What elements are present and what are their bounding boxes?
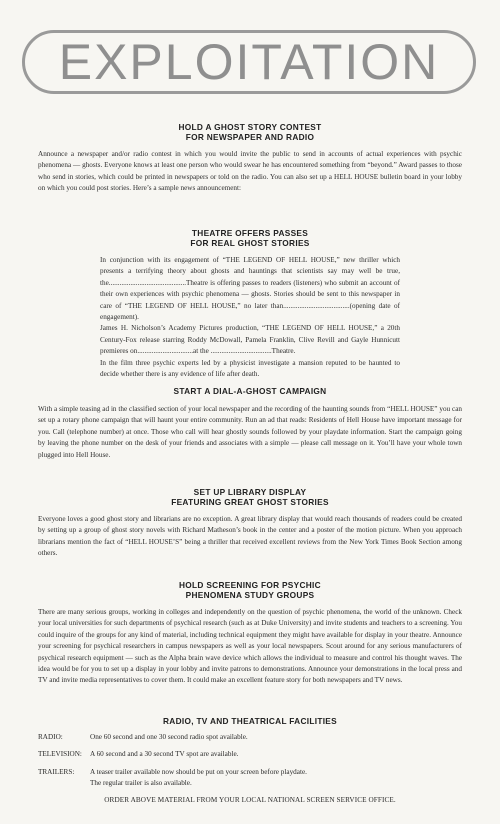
- section-theatre-passes: [0, 228, 500, 380]
- section-body: There are many serious groups, working in colleges and independently on the question of psychic phenomena, the world of the unknown. Check your local universities for such departments of psychical research (such as at Duke University) and invite students and teachers to a screening. You could inquire of the groups for any kind of material, including technical equipment they might have available for display in your theatre. Announce your screening for psychical researchers in campus newspapers as well as your local newspapers. Scout around for any serious manufacturers of psychical research equipment — such as the Alpha brain wave device which allows the individual to measure and control his thought waves. The idea would be for you to set up a display in your lobby and invite patrons to demonstrations. Announce your demonstrations in the local press and TV and invite media representatives to cover them. It could make an excellent feature story for both newspapers and TV news.: [38, 608, 462, 685]
- banner-title: EXPLOITATION: [58, 34, 440, 90]
- section-heading: THEATRE OFFERS PASSES FOR REAL GHOST STORIES: [190, 228, 310, 248]
- section-body: Announce a newspaper and/or radio contest in which you would invite the public to send in accounts of actual experiences with psychic phenomena — ghosts. Everyone knows at least one person who would swear he has encountered something from “beyond.” Award passes to those who send in stories, which could be printed in newspapers or told on the radio. You can also set up a HELL HOUSE bulletin board in your lobby on which you could post stories. Here’s a sample news announcement:: [38, 150, 462, 193]
- order-notice: ORDER ABOVE MATERIAL FROM YOUR LOCAL NATIONAL SCREEN SERVICE OFFICE.: [104, 795, 396, 804]
- section-psychic-screening: [0, 580, 500, 687]
- section-heading: SET UP LIBRARY DISPLAY FEATURING GREAT GHOST STORIES: [171, 487, 329, 507]
- section-body: With a simple teasing ad in the classified section of your local newspaper and the recording of the haunting sounds from “HELL HOUSE” you can set up a rotary phone campaign that will haunt your entire community. Run an ad that reads: Residents of Hell House have important message for you. Call (telephone number) at once. Those who call will hear ghostly sounds followed by your playdate information. Start the campaign going by leaving the phone number on the desk of your friends and associates with a simple — please call message on it. You’ll have your whole town plugged into Hell House.: [38, 405, 462, 459]
- facility-row-trailers: TRAILERS: A teaser trailer available now should be put on your screen before playdate. The regular trailer is also available.: [38, 767, 307, 788]
- section-body: Everyone loves a good ghost story and librarians are no exception. A great library display that would reach thousands of readers could be created by setting up a group of ghost story novels with Richard Matheson’s book in the center and a poster of the motion picture. When you approach librarians mention the fact of “HELL HOUSE’S” being a thriller that received excellent reviews from the New York Times Book Section among others.: [38, 515, 462, 558]
- section-heading: HOLD SCREENING FOR PSYCHIC PHENOMENA STUDY GROUPS: [179, 580, 321, 600]
- section-ghost-story-contest: [0, 122, 500, 195]
- facilities-heading: RADIO, TV AND THEATRICAL FACILITIES: [163, 716, 337, 726]
- news-announcement: In conjunction with its engagement of “THE LEGEND OF HELL HOUSE,” new thriller which presents a terrifying theory about ghosts and hauntings that scientists say may well be true, the...........................................Theatre is offering passes to readers (listeners) who submit an account of their own experiences with psychic phenomena — ghosts. Stories should be sent to this newspaper in care of “THE LEGEND OF HELL HOUSE,” no later than.....................................(opening date of engagement). James H. Nicholson’s Academy Pictures production, “THE LEGEND OF HELL HOUSE,” a 20th Century-Fox release starring Roddy McDowall, Pamela Franklin, Clive Revill and Gayle Hunnicutt premieres on...............................at the ..................................Theatre. In the film three psychic experts led by a physicist investigate a mansion reputed to be haunted to decide whether there is any evidence of life after death.: [100, 256, 400, 379]
- section-heading: START A DIAL-A-GHOST CAMPAIGN: [173, 386, 327, 396]
- exploitation-banner: [22, 30, 476, 94]
- facility-row-radio: RADIO: One 60 second and one 30 second radio spot available.: [38, 733, 248, 741]
- section-facilities: [0, 716, 500, 804]
- section-dial-a-ghost: [0, 386, 500, 461]
- facility-row-television: TELEVISION: A 60 second and a 30 second TV spot are available.: [38, 750, 239, 759]
- section-library-display: [0, 487, 500, 560]
- section-heading: HOLD A GHOST STORY CONTEST FOR NEWSPAPER AND RADIO: [178, 122, 322, 142]
